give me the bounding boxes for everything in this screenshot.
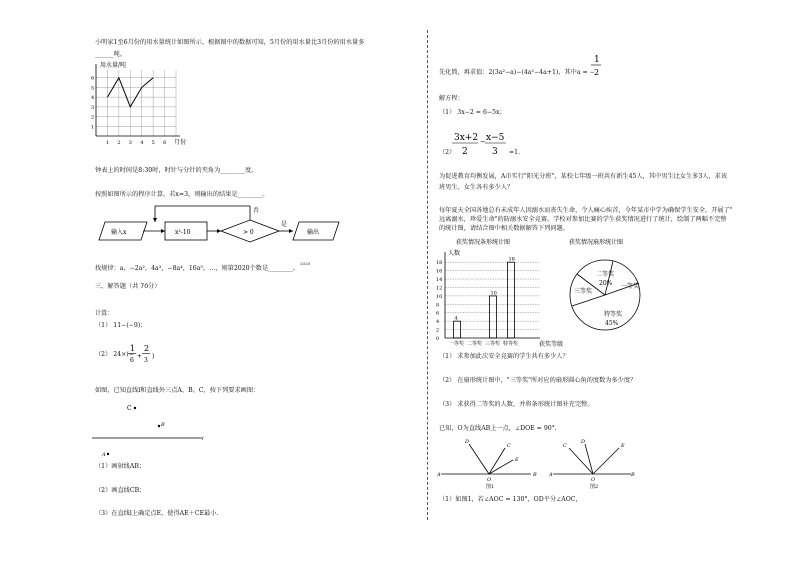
flowchart-operation-label: x²-10: [175, 229, 191, 236]
award-pie-chart: [566, 234, 666, 334]
fig1-label-o: O: [487, 477, 492, 483]
fig1-label-d: D: [465, 439, 470, 445]
bar-chart-ytick-label: 2: [436, 327, 440, 334]
bar-chart-ytick-label: 14: [436, 277, 443, 284]
solve-item-2-suffix: =1.: [509, 149, 521, 156]
bar-value-label: 18: [508, 256, 515, 263]
safety-intro-line2: 远离溺水，珍爱生命"的防溺水安全竞赛，学校对参加比赛的学生获奖情况进行了统计，绘制了两幅不完整: [439, 216, 727, 223]
program-flowchart: [95, 200, 345, 250]
water-chart-xtick-label: 3: [128, 140, 132, 146]
water-chart-ticks: [91, 76, 166, 146]
water-chart-ytick-label: 3: [91, 104, 95, 111]
bar-chart-bars: [454, 262, 515, 338]
pie-label-special: 特等奖: [604, 311, 623, 318]
water-chart-xlabel: 月份: [174, 139, 187, 146]
point-b-label: B: [161, 422, 165, 428]
bar-value-label: 4: [454, 315, 458, 322]
bar-chart-ytick-label: 16: [436, 268, 443, 275]
pattern-question: 找规律：a，−2a²，4a³，−8a⁴，16a⁵，…，则第2020个数是________。: [95, 265, 300, 272]
bar-chart-title: 获奖情况条形统计图: [456, 239, 511, 246]
fig2-label-e: E: [621, 443, 625, 449]
calc-item-2-prefix: （2） 24×(−: [95, 351, 134, 358]
simplify-fraction: [590, 52, 604, 80]
safety-intro-line3: 的统计图，请结合图中相关数据解答下列问题。: [439, 225, 569, 232]
award-bar-chart: [436, 234, 564, 352]
water-chart-ytick-label: 6: [91, 75, 95, 82]
point-a: [107, 453, 109, 455]
fig1-label-a: A: [437, 472, 441, 478]
bar-4: [508, 262, 515, 338]
bar-1: [454, 321, 461, 338]
bar-chart-ylabel: 人数: [448, 250, 461, 257]
line-l-label: l: [202, 436, 204, 442]
draw-intro: 如图，已知直线l和直线外三点A、B、C，按下列要求画图：: [95, 387, 260, 394]
angle-figures: [435, 434, 635, 494]
fig2-label-o: O: [591, 477, 596, 483]
point-c-label: C: [127, 405, 132, 412]
flowchart-yes-label: 是: [281, 221, 288, 228]
water-question: 小明家1至6月份的用水量统计如图所示，根据图中的数据可知，5月份的用水量比3月份的用水量多: [95, 39, 365, 46]
bar-category-label: 一等奖: [449, 341, 465, 347]
water-chart-axes: [96, 64, 180, 136]
frac-a-denominator: 6: [130, 357, 134, 364]
fig1-ray-oc: [489, 448, 505, 474]
pie-divider-4: [572, 295, 605, 306]
pie-label-special-pct: 45%: [605, 320, 619, 327]
bar-category-label: 二等奖: [467, 341, 483, 347]
water-chart-xtick-label: 5: [151, 140, 155, 146]
bar-chart-ytick-label: 10: [436, 293, 443, 300]
angle-question-1: （1）如图1，若∠AOC = 130°，OD平分∠AOC，: [439, 496, 582, 503]
draw-task-3: （3）在直线l上确定点E，使得AE＋CE最小.: [95, 510, 219, 517]
fig2-label-d: D: [581, 439, 586, 445]
water-chart-xtick-label: 2: [117, 140, 121, 146]
calc-item-2-fractions: [125, 343, 165, 365]
calc-item-1: （1） 11−(−9)；: [95, 322, 147, 329]
stat-question-1: （1） 求参加此次安全竞赛的学生共有多少人？: [439, 353, 569, 360]
water-chart-ytick-label: 4: [91, 95, 95, 102]
fig1-label-c: C: [507, 443, 511, 449]
flowchart-loop-back-arrow: [155, 206, 250, 222]
bar-chart-ytick-label: 0: [436, 336, 440, 342]
point-a-label: A: [102, 452, 106, 458]
water-chart-xtick-label: 4: [140, 140, 144, 146]
simplify-question: 先化简，再求值：2(3a²−a)−(4a²−4a+1)，其中a = −: [439, 69, 595, 76]
frac-a-numerator: 1: [130, 344, 136, 353]
pie-label-third: 三等奖: [574, 288, 593, 295]
clock-question: 钟表上的时间是8:30时，时针与分针的夹角为________度。: [95, 167, 258, 174]
bar-category-label: 三等奖: [485, 341, 501, 347]
points-and-line-figure: [92, 398, 212, 460]
flowchart-input-label: 输入x: [111, 229, 127, 236]
flowchart-decision-label: > 0: [243, 229, 254, 236]
bar-chart-ytick-label: 12: [436, 285, 443, 292]
pie-label-second-pct: 20%: [599, 280, 613, 287]
stat-question-2: （2） 在扇形统计图中，"三等奖"所对应的扇形圆心角的度数为多少度？: [439, 377, 637, 384]
solve-item-2-prefix: （2）: [439, 149, 456, 156]
solve-item-1: （1） 3x−2 = 6−5x；: [439, 109, 506, 116]
water-chart-ytick-label: 1: [91, 124, 95, 131]
fig1-label-e: E: [515, 457, 519, 463]
pie-chart-title: 获奖情况扇形统计图: [569, 239, 624, 246]
water-chart-xtick-label: 6: [163, 140, 167, 146]
column-divider: [427, 30, 428, 520]
bar-chart-ytick-label: 18: [436, 260, 443, 267]
bar-chart-yticks: [436, 260, 442, 342]
bar-value-label: 10: [490, 290, 497, 297]
water-usage-line-chart: [88, 60, 188, 148]
sunshine-question-line1: 为促进教育均衡发展，A市实行"阳光分班"，某校七年级一班共有新生45人，其中男生比女生多3人，求该: [439, 173, 728, 180]
bar-3: [490, 296, 497, 338]
section-3-heading: 三、解答题（共 70分）: [95, 283, 161, 290]
fig1-caption: 图1: [486, 484, 495, 490]
bar-chart-category-labels: [449, 340, 518, 347]
bar-chart-xlabel: 获奖等级: [539, 341, 564, 348]
flowchart-no-label: 否: [253, 207, 260, 214]
water-chart-ytick-label: 5: [91, 85, 95, 92]
solve2-denominator-2: 3: [492, 147, 498, 157]
angle-intro: 已知，O为直线AB上一点，∠DOE = 90°.: [439, 425, 557, 432]
bar-chart-value-labels: [455, 257, 515, 322]
pie-divider-2: [605, 261, 613, 295]
pie-label-second: 二等奖: [596, 271, 615, 278]
fig2-label-b: B: [631, 472, 635, 478]
water-chart-grid: [96, 70, 176, 136]
simplify-frac-numerator: 1: [594, 55, 600, 65]
fig2-label-a: A: [549, 472, 553, 478]
sunshine-question-line2: 班男生、女生各有多少人？: [439, 184, 514, 191]
solve2-denominator-1: 2: [462, 147, 468, 157]
calc-item-2-suffix: ): [152, 353, 155, 360]
fig1-label-b: B: [533, 472, 537, 478]
draw-task-1: （1）画射线AB；: [95, 463, 146, 470]
flowchart-output-label: 输出: [307, 229, 320, 236]
safety-intro-line1: 每年夏天全国各地总有未成年人因溺水而丧失生命，令人痛心疾首，今年某市中学为确保学生安全，开展了": [439, 207, 733, 214]
pattern-superscript: 2020: [300, 261, 311, 266]
fig1-ray-oe: [489, 460, 513, 474]
svg-text:+: +: [137, 353, 143, 360]
fig2-label-c: C: [563, 443, 567, 449]
solve2-numerator-1: 3x+2: [454, 133, 479, 143]
stat-question-3: （3） 求获得二等奖的人数，并将条形统计图补充完整。: [439, 401, 594, 408]
simplify-frac-denominator: 2: [594, 68, 600, 77]
water-chart-xtick-label: 1: [105, 140, 110, 146]
calc-title: 计算：: [95, 310, 114, 317]
flowchart-question: 按照如图所示的程序计算，若x=3，则输出的结果是________。: [95, 191, 269, 198]
solve2-numerator-2: x−5: [486, 133, 505, 143]
fig2-caption: 图2: [590, 484, 599, 490]
point-b: [158, 425, 160, 427]
svg-text:−: −: [480, 138, 486, 146]
bar-chart-ytick-label: 6: [436, 310, 440, 317]
bar-category-label: 特等奖: [503, 341, 519, 347]
bar-chart-ytick-label: 4: [436, 319, 440, 326]
draw-task-2: （2）画直线CB；: [95, 487, 146, 494]
water-chart-ytick-label: 2: [91, 114, 95, 121]
fig2-ray-oe: [593, 448, 619, 474]
frac-b-numerator: 2: [144, 344, 150, 353]
water-question-tail: ______吨。: [95, 51, 126, 58]
water-chart-ylabel: 用水量/吨: [100, 62, 127, 69]
pie-label-first: 一等奖: [621, 283, 640, 290]
fig1-ray-od: [469, 444, 489, 474]
frac-b-denominator: 3: [144, 357, 148, 364]
solve-title: 解方程：: [439, 95, 464, 102]
bar-chart-ytick-label: 8: [436, 302, 440, 309]
point-c: [134, 407, 136, 409]
